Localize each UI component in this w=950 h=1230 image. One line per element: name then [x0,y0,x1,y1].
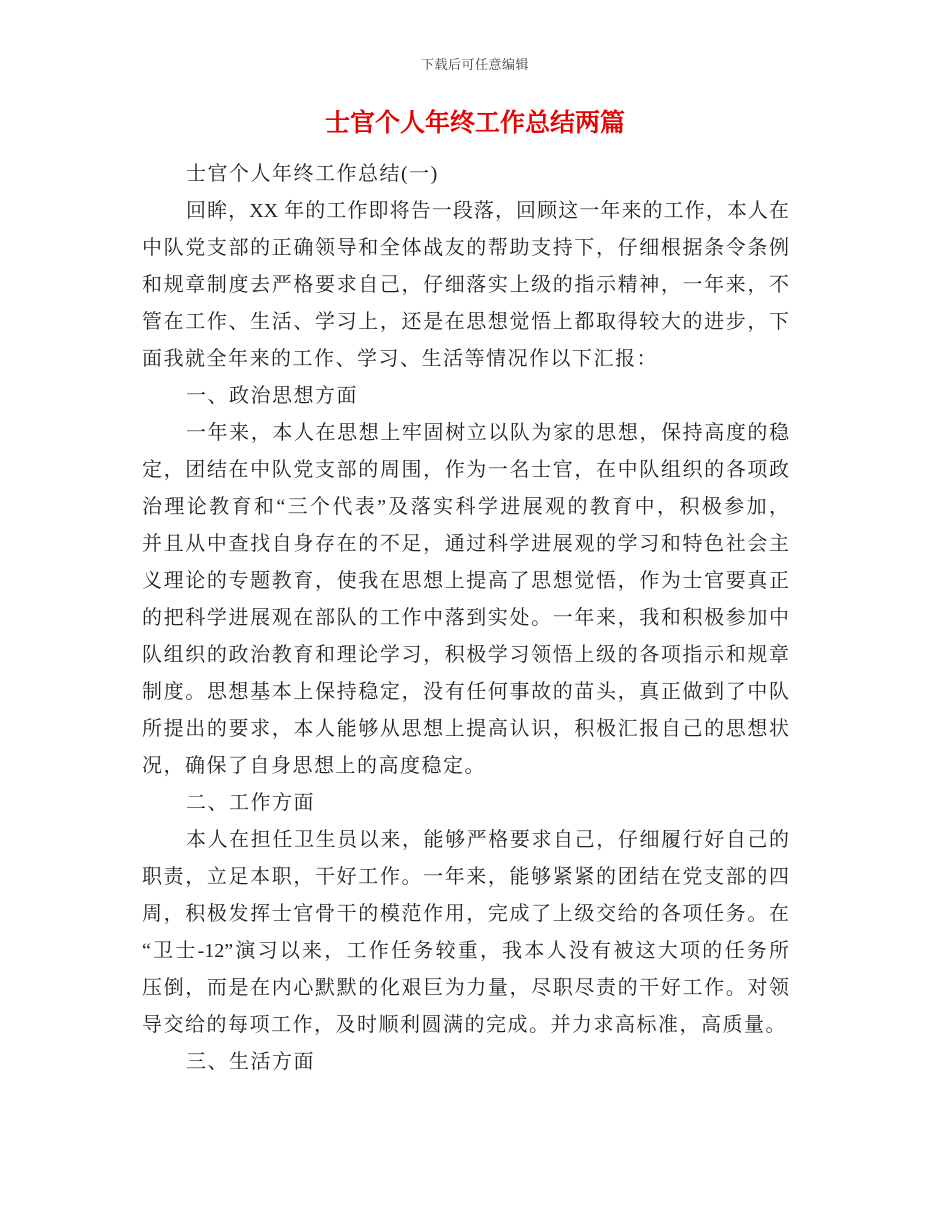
paragraph [142,785,789,822]
paragraph [142,378,789,415]
text-line: 一、政治思想方面 [186,385,358,407]
text-line: 和规章制度去严格要求自己，仔细落实上级的指示精神，一年来，不 [142,274,789,296]
document-body [142,156,789,1081]
paragraph [142,156,789,193]
paragraph [142,1044,789,1081]
text-line: 并且从中查找自身存在的不足，通过科学进展观的学习和特色社会主 [142,533,789,555]
text-line: 周，积极发挥士官骨干的模范作用，完成了上级交给的各项任务。在 [142,903,789,925]
text-line: 义理论的专题教育，使我在思想上提高了思想觉悟，作为士官要真正 [142,570,789,592]
text-line: 制度。思想基本上保持稳定，没有任何事故的苗头，真正做到了中队 [142,681,789,703]
text-line: 所提出的要求，本人能够从思想上提高认识，积极汇报自己的思想状 [142,718,789,740]
text-line: 三、生活方面 [186,1051,315,1073]
paragraph [142,415,789,785]
text-line: 二、工作方面 [186,792,315,814]
text-line: 本人在担任卫生员以来，能够严格要求自己，仔细履行好自己的 [186,829,789,851]
text-line: 职责，立足本职，干好工作。一年来，能够紧紧的团结在党支部的四 [142,866,789,888]
text-line: 况，确保了自身思想上的高度稳定。 [142,755,486,777]
text-line: “卫士-12”演习以来，工作任务较重，我本人没有被这大项的任务所 [142,940,789,962]
header-note: 下载后可任意编辑 [420,57,529,72]
paragraph [142,193,789,378]
text-line: 治理论教育和“三个代表”及落实科学进展观的教育中，积极参加， [142,496,789,518]
paragraph [142,822,789,1044]
text-line: 压倒，而是在内心默默的化艰巨为力量，尽职尽责的干好工作。对领 [142,977,789,999]
text-line: 管在工作、生活、学习上，还是在思想觉悟上都取得较大的进步，下 [142,311,789,333]
text-line: 的把科学进展观在部队的工作中落到实处。一年来，我和积极参加中 [142,607,789,629]
text-line: 队组织的政治教育和理论学习，积极学习领悟上级的各项指示和规章 [142,644,789,666]
text-line: 导交给的每项工作，及时顺利圆满的完成。并力求高标准，高质量。 [142,1014,787,1036]
text-line: 定，团结在中队党支部的周围，作为一名士官，在中队组织的各项政 [142,459,789,481]
text-line: 一年来，本人在思想上牢固树立以队为家的思想，保持高度的稳 [186,422,789,444]
document-title: 士官个人年终工作总结两篇 [324,109,625,137]
text-line: 回眸，XX 年的工作即将告一段落，回顾这一年来的工作，本人在 [186,200,789,222]
text-line: 面我就全年来的工作、学习、生活等情况作以下汇报： [142,348,658,370]
text-line: 中队党支部的正确领导和全体战友的帮助支持下，仔细根据条令条例 [142,237,789,259]
text-line: 士官个人年终工作总结(一) [186,163,439,185]
